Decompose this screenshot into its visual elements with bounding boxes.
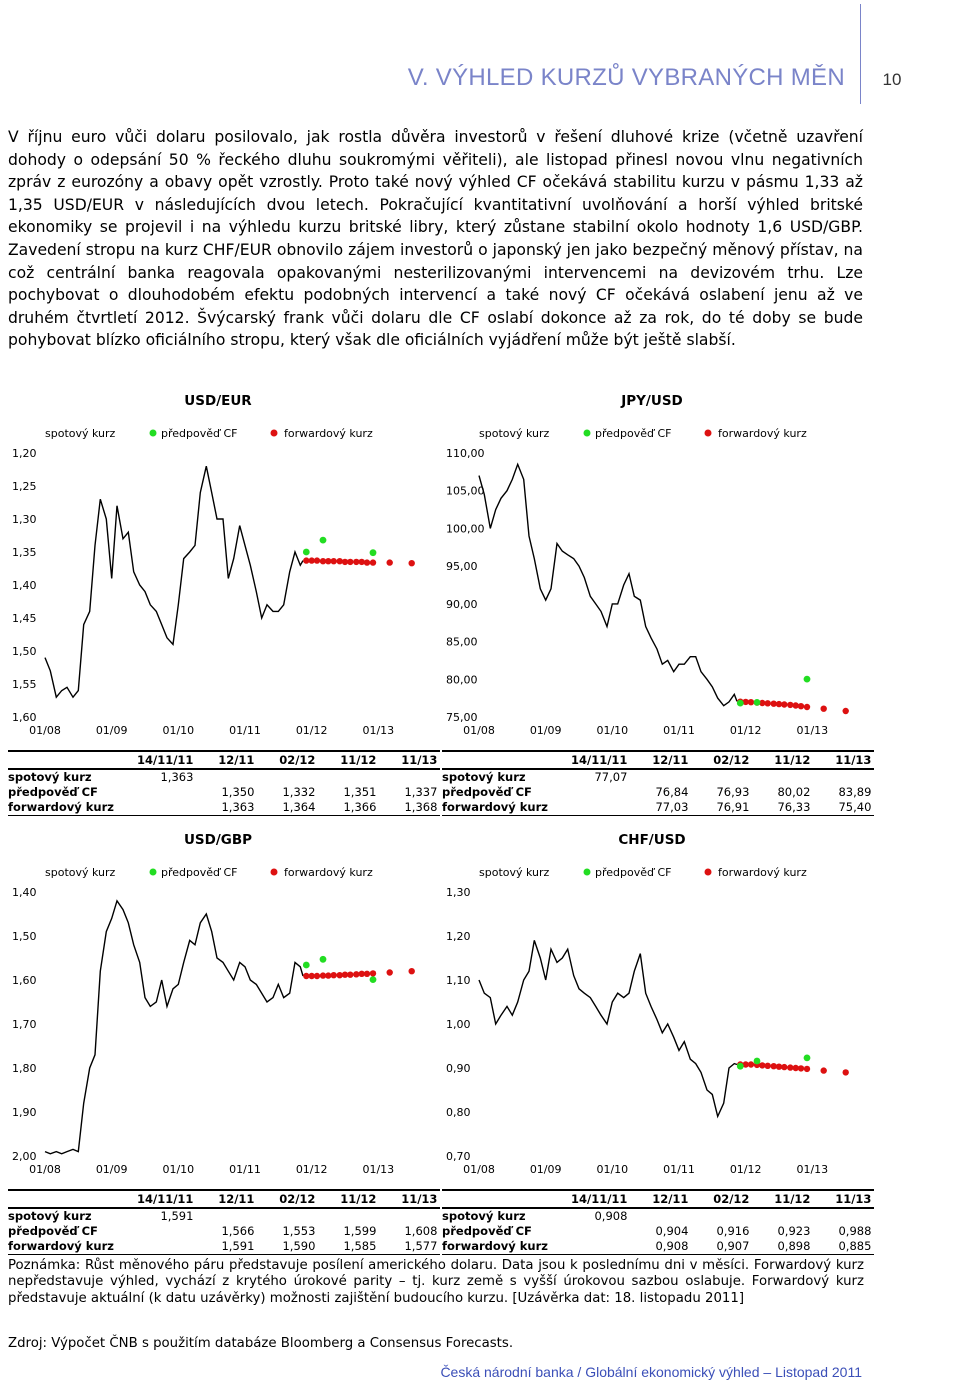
- table-row-label: předpověď CF: [442, 785, 532, 799]
- section-title: V. VÝHLED KURZŮ VYBRANÝCH MĚN: [407, 64, 845, 91]
- table-header-cell: 11/13: [379, 751, 440, 769]
- forward-point: [409, 968, 415, 974]
- legend-forecast-dot: [584, 430, 591, 437]
- x-tick-label: 01/12: [729, 1163, 762, 1176]
- intro-paragraph: V říjnu euro vůči dolaru posilovalo, jak rostla důvěra investorů v řešení dluhové krize (včetně uzavření dohody o odepsání 50 % řeckého dluhu soukromými věřiteli), ale listopad přinesl novou vlnu negativních zpráv z eurozóny a obavy opět vzrostly. Proto také nový výhled CF očekává stabilitu kurzu v pásmu 1,33 až 1,35 USD/EUR v následujících dvou letech. Pokračující kvantitativní uvolňování a horší výhled britské ekonomiky se projevil i na výhledu kurzu britské libry, který zůstane stabilní okolo hodnoty 1,6 USD/GBP. Zavedení stropu na kurz CHF/EUR obnovilo zájem investorů o japonský jen jako bezpečný měnový přístav, na což centrální banka reagovala opakovanými nesterilizovanými intervencemi na devizovém trhu. Lze pochybovat o dlouhodobém efektu podobných intervencí a také nový CF očekává oslabení jenu až ve druhém čtvrtletí 2012. Švýcarský frank vůči dolaru dle CF oslabí dokonce až za rok, do té doby se bude pohybovat blízko oficiálního stropu, který však dle oficiálních vyjádření může být ještě slabší.: [8, 128, 863, 350]
- chart-title: JPY/USD: [621, 393, 683, 409]
- legend-forecast-dot: [584, 869, 591, 876]
- x-tick-label: 01/10: [596, 724, 629, 737]
- table-cell: 76,93: [716, 785, 750, 799]
- forecast-point: [370, 976, 377, 983]
- table-cell: [568, 1239, 630, 1255]
- table-row-label: forwardový kurz: [442, 800, 568, 816]
- x-tick-label: 01/13: [362, 1163, 395, 1176]
- table-row-label: forwardový kurz: [442, 1239, 568, 1255]
- y-tick-label: 75,00: [446, 711, 478, 724]
- forward-point: [804, 704, 810, 710]
- table-cell: 0,898: [752, 1239, 813, 1255]
- spot-rate-line: [479, 940, 737, 1116]
- y-tick-label: 1,55: [12, 678, 37, 691]
- legend-forecast-label: předpověď CF: [161, 866, 238, 879]
- x-tick-label: 01/11: [229, 1163, 261, 1176]
- table-row: [442, 1208, 874, 1224]
- table-cell: 77,03: [630, 800, 691, 816]
- table-cell: [257, 769, 318, 785]
- y-tick-label: 95,00: [446, 560, 478, 574]
- table-header-cell: 14/11/11: [568, 1190, 630, 1208]
- forward-point: [748, 1061, 754, 1067]
- table-cell: 1,585: [318, 1239, 379, 1255]
- table-cell: 1,591: [196, 1239, 257, 1255]
- y-tick-label: 1,35: [12, 546, 37, 559]
- table-header-cell: 11/13: [379, 1190, 440, 1208]
- table-row: [8, 1208, 440, 1224]
- y-tick-label: 1,20: [446, 930, 471, 943]
- table-cell: [379, 769, 440, 785]
- table-cell: 1,350: [221, 785, 255, 799]
- table-cell: 83,89: [838, 785, 872, 799]
- chart-chf-usd: [442, 832, 862, 1184]
- y-tick-label: 1,20: [12, 447, 37, 460]
- note: Poznámka: Růst měnového páru představuje posílení amerického dolaru. Data jsou k poslednímu dni v měsíci. Forwardový kurz nepředstavuje výhled, vychází z krytého úrokové parity – tj. kurz země s vyšší úrokovou sazbou oslabuje. Forwardový kurz představuje aktuální (k datu uzávěrky) možnosti zajištění budoucího kurzu. [Uzávěrka dat: 18. listopadu 2011]: [8, 1258, 864, 1306]
- table-header-cell: 12/11: [630, 1190, 691, 1208]
- x-tick-label: 01/10: [162, 1163, 195, 1176]
- y-tick-label: 0,80: [446, 1106, 471, 1119]
- forward-point: [347, 559, 353, 565]
- forward-point: [821, 706, 827, 712]
- data-table-chf-usd: [442, 1189, 874, 1255]
- table-header-cell: 14/11/11: [568, 751, 630, 769]
- legend-spot-label: spotový kurz: [45, 866, 116, 879]
- table-cell: 0,916: [716, 1224, 750, 1238]
- legend-forward-label: forwardový kurz: [718, 427, 807, 440]
- table-header-cell: 02/12: [257, 751, 318, 769]
- table-cell: [813, 1208, 874, 1224]
- table-header-cell: 02/12: [691, 1190, 752, 1208]
- table-cell: [752, 769, 813, 785]
- table-row-label: předpověď CF: [442, 1224, 532, 1238]
- legend-forecast-dot: [150, 869, 157, 876]
- table-cell: 76,33: [752, 800, 813, 816]
- forward-point: [347, 972, 353, 978]
- chart-jpy-usd: [442, 393, 862, 745]
- forward-point: [314, 973, 320, 979]
- legend-spot-label: spotový kurz: [479, 427, 550, 440]
- table-header-cell: 14/11/11: [134, 1190, 196, 1208]
- table-cell: 80,02: [777, 785, 811, 799]
- x-tick-label: 01/10: [162, 724, 195, 737]
- table-cell: 1,363: [160, 770, 194, 784]
- table-cell: [568, 785, 630, 800]
- legend: [479, 427, 807, 440]
- forecast-point: [754, 1058, 761, 1065]
- page-number: 10: [882, 70, 902, 89]
- table-cell: 1,566: [221, 1224, 255, 1238]
- spot-rate-line: [45, 901, 303, 1154]
- table-header-cell: 11/12: [752, 1190, 813, 1208]
- table-cell: 77,07: [594, 770, 628, 784]
- forward-point: [387, 969, 393, 975]
- forecast-point: [804, 1055, 811, 1062]
- table-header-cell: 12/11: [196, 1190, 257, 1208]
- legend-forecast-label: předpověď CF: [595, 427, 672, 440]
- y-tick-label: 1,80: [12, 1062, 37, 1075]
- table-row-label: spotový kurz: [8, 1209, 92, 1223]
- legend-forward-label: forwardový kurz: [284, 866, 373, 879]
- x-tick-label: 01/11: [663, 724, 695, 737]
- y-tick-label: 0,90: [446, 1062, 471, 1075]
- x-tick-label: 01/10: [596, 1163, 629, 1176]
- forward-point: [798, 703, 804, 709]
- table-cell: 1,366: [318, 800, 379, 816]
- x-tick-label: 01/08: [29, 724, 61, 737]
- table-cell: [813, 769, 874, 785]
- spot-rate-line: [479, 464, 737, 705]
- forecast-point: [737, 700, 744, 707]
- table-cell: 1,351: [343, 785, 377, 799]
- table-cell: [379, 1208, 440, 1224]
- legend-forward-dot: [705, 430, 712, 437]
- x-tick-label: 01/12: [295, 1163, 328, 1176]
- chart-title: USD/GBP: [183, 832, 253, 848]
- y-tick-label: 85,00: [446, 635, 478, 649]
- table-cell: [318, 1208, 379, 1224]
- forward-point: [804, 1066, 810, 1072]
- y-tick-label: 1,70: [12, 1018, 37, 1031]
- table-header-cell: 11/12: [318, 1190, 379, 1208]
- y-tick-label: 1,50: [12, 930, 37, 943]
- table-header-cell: 14/11/11: [134, 751, 196, 769]
- table-corner: [442, 1190, 568, 1208]
- table-row: [442, 1224, 874, 1239]
- table-header-cell: 12/11: [630, 751, 691, 769]
- table-corner: [8, 751, 134, 769]
- table-cell: [257, 1208, 318, 1224]
- table-cell: 76,84: [655, 785, 689, 799]
- y-tick-label: 1,60: [12, 974, 37, 987]
- x-tick-label: 01/09: [529, 724, 562, 737]
- data-table-usd-eur: [8, 750, 440, 816]
- table-cell: [134, 1239, 196, 1255]
- y-tick-label: 1,50: [12, 645, 37, 658]
- spot-rate-line: [45, 466, 303, 697]
- chart-usd-eur: [8, 393, 428, 745]
- forward-point: [364, 559, 370, 565]
- table-corner: [442, 751, 568, 769]
- table-cell: [134, 785, 196, 800]
- forward-point: [821, 1067, 827, 1073]
- table-cell: 76,91: [691, 800, 752, 816]
- table-corner: [8, 1190, 134, 1208]
- table-cell: 0,988: [838, 1224, 872, 1238]
- table-header-cell: 11/13: [813, 751, 874, 769]
- forecast-point: [303, 549, 310, 556]
- table-row-label: forwardový kurz: [8, 1239, 134, 1255]
- forward-point: [765, 700, 771, 706]
- legend-forward-dot: [271, 869, 278, 876]
- table-cell: 1,608: [404, 1224, 438, 1238]
- forecast-point: [737, 1063, 744, 1070]
- table-cell: [196, 769, 257, 785]
- table-cell: 0,908: [594, 1209, 628, 1223]
- legend-spot-label: spotový kurz: [45, 427, 116, 440]
- legend-forward-dot: [271, 430, 278, 437]
- table-cell: 1,590: [257, 1239, 318, 1255]
- x-tick-label: 01/08: [463, 724, 495, 737]
- table-cell: 1,577: [379, 1239, 440, 1255]
- footer: Česká národní banka / Globální ekonomický výhled – Listopad 2011: [440, 1364, 862, 1380]
- table-cell: 1,591: [160, 1209, 194, 1223]
- y-tick-label: 1,00: [446, 1018, 471, 1031]
- table-header-cell: 02/12: [691, 751, 752, 769]
- forward-point: [314, 557, 320, 563]
- table-cell: 1,364: [257, 800, 318, 816]
- y-tick-label: 1,25: [12, 480, 37, 493]
- forecast-point: [804, 676, 811, 683]
- table-cell: 1,332: [282, 785, 316, 799]
- x-tick-label: 01/08: [463, 1163, 495, 1176]
- table-cell: [691, 769, 752, 785]
- x-tick-label: 01/13: [362, 724, 395, 737]
- x-tick-label: 01/09: [95, 1163, 128, 1176]
- forward-point: [843, 1069, 849, 1075]
- data-table-jpy-usd: [442, 750, 874, 816]
- table-cell: 0,908: [630, 1239, 691, 1255]
- table-cell: 0,907: [691, 1239, 752, 1255]
- table-row-label: spotový kurz: [442, 770, 526, 784]
- legend: [45, 427, 373, 440]
- table-cell: [630, 1208, 691, 1224]
- table-row: [8, 769, 440, 785]
- forward-point: [781, 701, 787, 707]
- x-tick-label: 01/08: [29, 1163, 61, 1176]
- legend-forecast-label: předpověď CF: [161, 427, 238, 440]
- forward-point: [798, 1065, 804, 1071]
- table-cell: [691, 1208, 752, 1224]
- table-row-label: předpověď CF: [8, 785, 98, 799]
- legend: [479, 866, 807, 879]
- table-header-cell: 11/13: [813, 1190, 874, 1208]
- legend-forward-label: forwardový kurz: [718, 866, 807, 879]
- chart-title: USD/EUR: [184, 393, 252, 409]
- table-cell: [134, 1224, 196, 1239]
- x-tick-label: 01/11: [663, 1163, 695, 1176]
- table-cell: [568, 1224, 630, 1239]
- x-tick-label: 01/09: [529, 1163, 562, 1176]
- table-cell: [134, 800, 196, 816]
- forward-point: [765, 1063, 771, 1069]
- table-cell: 1,363: [196, 800, 257, 816]
- table-row-label: spotový kurz: [8, 770, 92, 784]
- table-row: [442, 769, 874, 785]
- forward-point: [370, 970, 376, 976]
- table-row-label: forwardový kurz: [8, 800, 134, 816]
- y-tick-label: 1,40: [12, 886, 37, 899]
- y-tick-label: 100,00: [446, 522, 485, 536]
- x-tick-label: 01/09: [95, 724, 128, 737]
- table-row: [8, 785, 440, 800]
- data-table-usd-gbp: [8, 1189, 440, 1255]
- forecast-point: [320, 537, 327, 544]
- y-tick-label: 1,60: [12, 711, 37, 724]
- y-tick-label: 0,70: [446, 1150, 471, 1163]
- y-tick-label: 110,00: [446, 447, 485, 460]
- legend-spot-label: spotový kurz: [479, 866, 550, 879]
- chart-usd-gbp: [8, 832, 428, 1184]
- table-cell: [318, 769, 379, 785]
- table-cell: [568, 800, 630, 816]
- table-row: [8, 800, 440, 816]
- legend-forecast-dot: [150, 430, 157, 437]
- source: Zdroj: Výpočet ČNB s použitím databáze Bloomberg a Consensus Forecasts.: [8, 1336, 514, 1351]
- table-header-cell: 11/12: [318, 751, 379, 769]
- y-tick-label: 80,00: [446, 673, 478, 687]
- x-tick-label: 01/13: [796, 724, 829, 737]
- table-header-cell: 11/12: [752, 751, 813, 769]
- forward-point: [364, 971, 370, 977]
- legend-forward-dot: [705, 869, 712, 876]
- table-cell: 0,885: [813, 1239, 874, 1255]
- forecast-point: [303, 962, 310, 969]
- forward-point: [409, 560, 415, 566]
- legend: [45, 866, 373, 879]
- y-tick-label: 1,45: [12, 612, 37, 625]
- y-tick-label: 90,00: [446, 597, 478, 611]
- table-cell: 1,553: [282, 1224, 316, 1238]
- x-tick-label: 01/12: [295, 724, 328, 737]
- forecast-point: [320, 956, 327, 963]
- y-tick-label: 1,10: [446, 974, 471, 987]
- table-row-label: předpověď CF: [8, 1224, 98, 1238]
- table-cell: [752, 1208, 813, 1224]
- table-cell: 1,599: [343, 1224, 377, 1238]
- table-row: [8, 1239, 440, 1255]
- forward-point: [387, 559, 393, 565]
- x-tick-label: 01/13: [796, 1163, 829, 1176]
- forecast-point: [370, 549, 377, 556]
- table-cell: 1,368: [379, 800, 440, 816]
- table-cell: 1,337: [404, 785, 438, 799]
- table-row-label: spotový kurz: [442, 1209, 526, 1223]
- table-cell: 0,904: [655, 1224, 689, 1238]
- forward-point: [781, 1064, 787, 1070]
- table-row: [442, 800, 874, 816]
- y-tick-label: 1,90: [12, 1106, 37, 1119]
- forward-point: [787, 702, 793, 708]
- y-tick-label: 1,40: [12, 579, 37, 592]
- legend-forward-label: forwardový kurz: [284, 427, 373, 440]
- forward-point: [748, 699, 754, 705]
- header-divider: [860, 4, 861, 104]
- table-header-cell: 12/11: [196, 751, 257, 769]
- table-cell: 75,40: [813, 800, 874, 816]
- forward-point: [843, 708, 849, 714]
- y-tick-label: 1,30: [12, 513, 37, 526]
- table-row: [442, 785, 874, 800]
- y-tick-label: 1,30: [446, 886, 471, 899]
- table-cell: [196, 1208, 257, 1224]
- forward-point: [331, 558, 337, 564]
- chart-title: CHF/USD: [618, 832, 686, 848]
- y-tick-label: 2,00: [12, 1150, 37, 1163]
- legend-forecast-label: předpověď CF: [595, 866, 672, 879]
- x-tick-label: 01/11: [229, 724, 261, 737]
- table-cell: 0,923: [777, 1224, 811, 1238]
- table-row: [442, 1239, 874, 1255]
- forward-point: [331, 972, 337, 978]
- table-row: [8, 1224, 440, 1239]
- forecast-point: [754, 699, 761, 706]
- table-header-cell: 02/12: [257, 1190, 318, 1208]
- table-cell: [630, 769, 691, 785]
- x-tick-label: 01/12: [729, 724, 762, 737]
- forward-point: [370, 559, 376, 565]
- y-tick-label: 105,00: [446, 484, 485, 498]
